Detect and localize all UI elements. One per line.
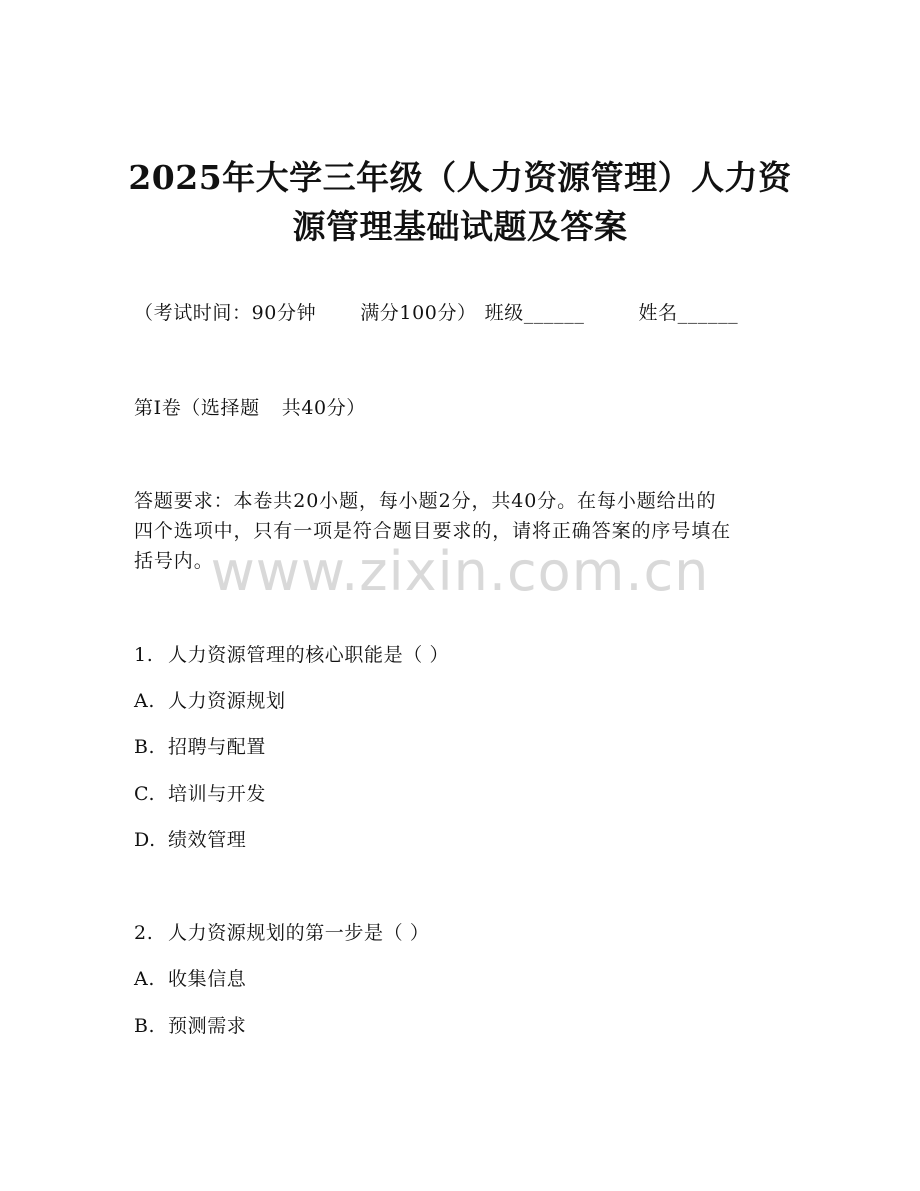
exam-meta bbox=[134, 299, 738, 327]
option-text: 人力资源规划 bbox=[168, 690, 286, 712]
question-number: 1. bbox=[134, 644, 154, 666]
exam-time: （考试时间：90分钟 bbox=[134, 302, 317, 324]
question-text: 人力资源规划的第一步是（ ） bbox=[168, 922, 430, 944]
question-text: 人力资源管理的核心职能是（ ） bbox=[168, 644, 450, 666]
option-text: 预测需求 bbox=[168, 1015, 247, 1037]
option-letter: B. bbox=[134, 1015, 156, 1037]
question-number: 2. bbox=[134, 922, 154, 944]
question-2-option-a bbox=[134, 965, 246, 993]
question-1-option-a bbox=[134, 687, 286, 715]
section-heading-prefix: 第Ⅰ卷（选择题 bbox=[134, 397, 260, 419]
option-letter: D. bbox=[134, 829, 156, 851]
requirements-line-2: 四个选项中，只有一项是符合题目要求的，请将正确答案的序号填在 bbox=[134, 520, 732, 542]
option-letter: A. bbox=[134, 690, 155, 712]
section-heading bbox=[134, 394, 366, 422]
class-field: 班级______ bbox=[484, 302, 585, 324]
option-text: 培训与开发 bbox=[168, 783, 267, 805]
option-text: 收集信息 bbox=[168, 968, 247, 990]
section-heading-suffix: 共40分） bbox=[281, 397, 366, 419]
question-1-option-d bbox=[134, 826, 246, 854]
watermark: www.zixin.com.cn bbox=[210, 540, 710, 603]
name-field: 姓名______ bbox=[638, 302, 739, 324]
option-letter: A. bbox=[134, 968, 155, 990]
document-title-line-1: 2025年大学三年级（人力资源管理）人力资 bbox=[128, 158, 792, 197]
option-text: 绩效管理 bbox=[168, 829, 247, 851]
question-1-option-c bbox=[134, 780, 266, 808]
option-text: 招聘与配置 bbox=[168, 736, 267, 758]
requirements-line-3: 括号内。 bbox=[134, 550, 214, 572]
option-letter: C. bbox=[134, 783, 156, 805]
question-2 bbox=[134, 919, 429, 947]
question-1 bbox=[134, 641, 449, 669]
question-2-option-b bbox=[134, 1012, 246, 1040]
answer-requirements bbox=[134, 486, 784, 576]
question-1-option-b bbox=[134, 733, 266, 761]
requirements-line-1: 答题要求：本卷共20小题，每小题2分，共40分。在每小题给出的 bbox=[134, 490, 717, 512]
document-title-line-2: 源管理基础试题及答案 bbox=[292, 207, 628, 246]
option-letter: B. bbox=[134, 736, 156, 758]
exam-score: 满分100分） bbox=[360, 302, 477, 324]
